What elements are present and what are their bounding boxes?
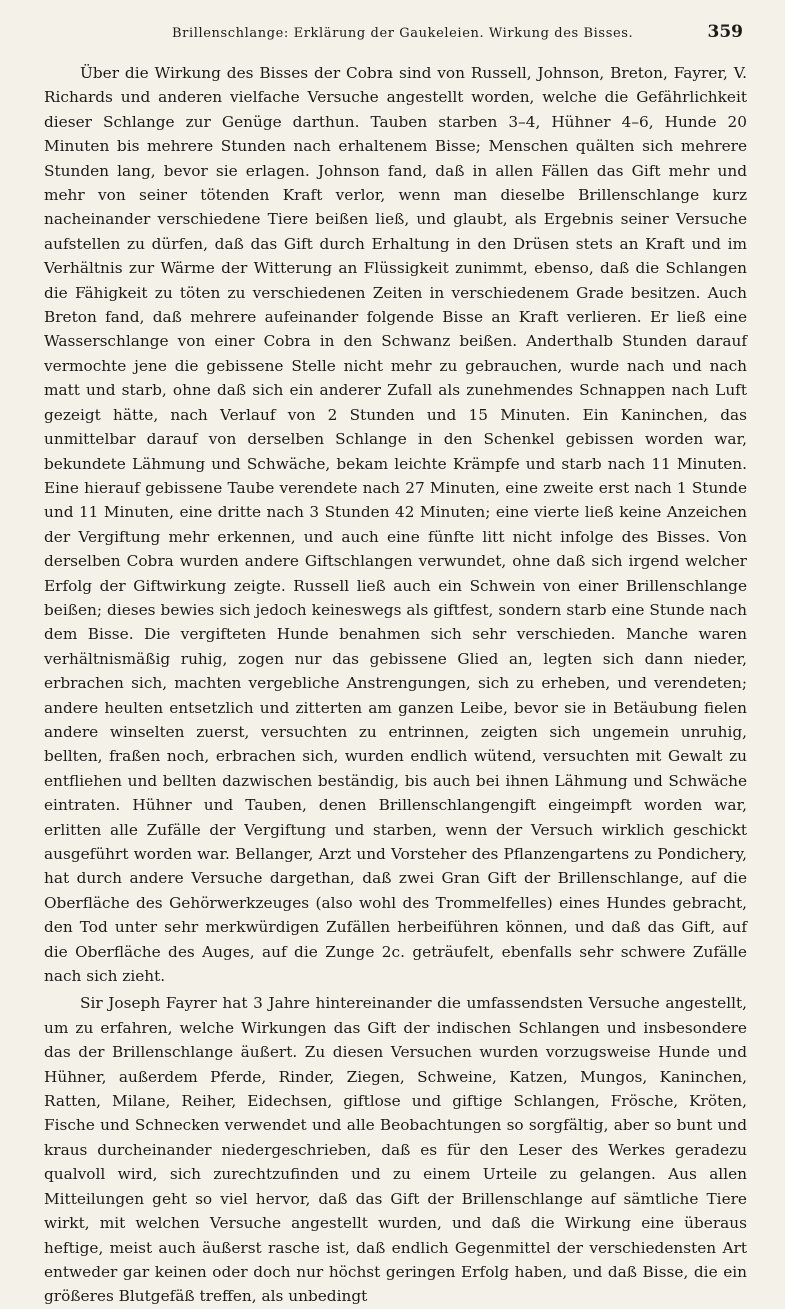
page-number: 359	[707, 22, 743, 42]
paragraph-fayrer-experiments: Sir Joseph Fayrer hat 3 Jahre hintereinander die umfassendsten Versuche angestellt, um zu erfahren, welche Wirkungen das Gift der indischen Schlangen und insbesondere das der Brillenschlange äußert. Zu diesen Versuchen wurden vorzugsweise Hunde und Hühner, außerdem Pferde, Rinder, Ziegen, Schweine, Katzen, Mungos, Kaninchen, Ratten, Milane, Reiher, Eidechsen, giftlose und giftige Schlangen, Frösche, Kröten, Fische und Schnecken verwendet und alle Beobachtungen so sorgfältig, aber so bunt und kraus durcheinander niedergeschrieben, daß es für den Leser des Werkes geradezu qualvoll wird, sich zurechtzufinden und zu einem Urteile zu gelangen. Aus allen Mitteilungen geht so viel hervor, daß das Gift der Brillenschlange auf sämtliche Tiere wirkt, mit welchen Versuche angestellt wurden, und daß die Wirkung eine überaus heftige, meist auch äußerst rasche ist, daß endlich Gegenmittel der verschiedensten Art entweder gar keinen oder doch nur höchst geringen Erfolg haben, und daß Bisse, die ein größeres Blutgefäß treffen, als unbedingt	[44, 994, 747, 1306]
running-head	[44, 0, 747, 48]
paragraph-cobra-bite-experiments: Über die Wirkung des Bisses der Cobra sind von Russell, Johnson, Breton, Fayrer, V. Richards und anderen vielfache Versuche angestellt worden, welche die Gefährlichkeit dieser Schlange zur Genüge darthun. Tauben starben 3–4, Hühner 4–6, Hunde 20 Minuten bis mehrere Stunden nach erhaltenem Bisse; Menschen quälten sich mehrere Stunden lang, bevor sie erlagen. Johnson fand, daß in allen Fällen das Gift mehr und mehr von seiner tötenden Kraft verlor, wenn man dieselbe Brillenschlange kurz nacheinander verschiedene Tiere beißen ließ, und glaubt, als Ergebnis seiner Versuche aufstellen zu dürfen, daß das Gift durch Erhaltung in den Drüsen stets an Kraft und im Verhältnis zur Wärme der Witterung an Flüssigkeit zunimmt, ebenso, daß die Schlangen die Fähigkeit zu töten zu verschiedenen Zeiten in verschiedenem Grade besitzen. Auch Breton fand, daß mehrere aufeinander folgende Bisse an Kraft verlieren. Er ließ eine Wasserschlange von einer Cobra in den Schwanz beißen. Anderthalb Stunden darauf vermochte jene die gebissene Stelle nicht mehr zu gebrauchen, wurde nach und nach matt und starb, ohne daß sich ein anderer Zufall als zunehmendes Schnappen nach Luft gezeigt hätte, nach Verlauf von 2 Stunden und 15 Minuten. Ein Kaninchen, das unmittelbar darauf von derselben Schlange in den Schenkel gebissen worden war, bekundete Lähmung und Schwäche, bekam leichte Krämpfe und starb nach 11 Minuten. Eine hierauf gebissene Taube verendete nach 27 Minuten, eine zweite erst nach 1 Stunde und 11 Minuten, eine dritte nach 3 Stunden 42 Minuten; eine vierte ließ keine Anzeichen der Vergiftung mehr erkennen, und auch eine fünfte litt nicht infolge des Bisses. Von derselben Cobra wurden andere Giftschlangen verwundet, ohne daß sich irgend welcher Erfolg der Giftwirkung zeigte. Russell ließ auch ein Schwein von einer Brillenschlange beißen; dieses bewies sich jedoch keineswegs als giftfest, sondern starb eine Stunde nach dem Bisse. Die vergifteten Hunde benahmen sich sehr verschieden. Manche waren verhältnismäßig ruhig, zogen nur das gebissene Glied an, legten sich dann nieder, erbrachen sich, machten vergebliche Anstrengungen, sich zu erheben, und verendeten; andere heulten entsetzlich und zitterten am ganzen Leibe, bevor sie in Betäubung fielen andere winselten zuerst, versuchten zu entrinnen, zeigten sich ungemein unruhig, bellten, fraßen noch, erbrachen sich, wurden endlich wütend, versuchten mit Gewalt zu entfliehen und bellten dazwischen beständig, bis auch bei ihnen Lähmung und Schwäche eintraten. Hühner und Tauben, denen Brillenschlangengift eingeimpft worden war, erlitten alle Zufälle der Vergiftung und starben, wenn der Versuch wirklich geschickt ausgeführt worden war. Bellanger, Arzt und Vorsteher des Pflanzengartens zu Pondichery, hat durch andere Versuche dargethan, daß zwei Gran Gift der Brillenschlange, auf die Oberfläche des Gehörwerkzeuges (also wohl des Trommelfelles) eines Hundes gebracht, den Tod unter sehr merkwürdigen Zufällen herbeiführen können, und daß das Gift, auf die Oberfläche des Auges, auf die Zunge 2c. geträufelt, ebenfalls sehr schwere Zufälle nach sich zieht.	[44, 64, 747, 986]
running-title: Brillenschlange: Erklärung der Gaukeleien. Wirkung des Bisses.	[172, 26, 634, 41]
body-text	[44, 61, 747, 1309]
